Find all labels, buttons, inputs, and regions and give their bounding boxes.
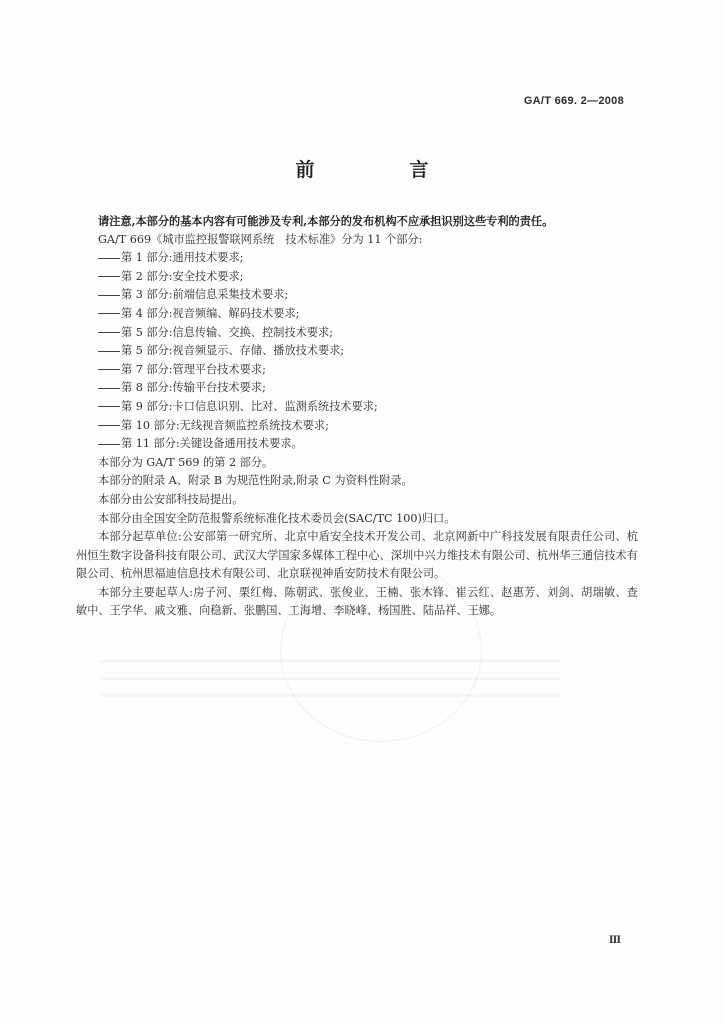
- list-item: 第 1 部分:通用技术要求;: [76, 249, 638, 268]
- patent-notice: 请注意,本部分的基本内容有可能涉及专利,本部分的发布机构不应承担识别这些专利的责任。: [98, 214, 554, 228]
- list-item: 第 5 部分:信息传输、交换、控制技术要求;: [76, 324, 638, 343]
- list-item: 第 11 部分:关键设备通用技术要求。: [76, 435, 638, 454]
- bleed-through-text: [100, 660, 560, 711]
- dash-mark: [98, 332, 120, 333]
- drafting-units: 本部分起草单位:公安部第一研究所、北京中盾安全技术开发公司、北京网新中广科技发展有限责任公司、杭州恒生数字设备科技有限公司、武汉大学国家多媒体工程中心、深圳中兴力维技术有限公司、杭州华三通信技术有限公司、杭州思福迪信息技术有限公司、北京联视神盾安防技术有限公司。: [76, 530, 638, 581]
- dash-mark: [98, 406, 120, 407]
- standard-code: GA/T 669. 2—2008: [523, 95, 624, 107]
- dash-mark: [98, 295, 120, 296]
- page-number: Ⅲ: [608, 935, 621, 946]
- foreword-body: [76, 212, 638, 621]
- committee-statement: 本部分由全国安全防范报警系统标准化技术委员会(SAC/TC 100)归口。: [98, 511, 456, 525]
- dash-mark: [98, 258, 120, 259]
- dash-mark: [98, 388, 120, 389]
- annex-statement: 本部分的附录 A、附录 B 为规范性附录,附录 C 为资料性附录。: [98, 474, 413, 488]
- dash-mark: [98, 369, 120, 370]
- list-item: 第 10 部分:无线视音频监控系统技术要求;: [76, 417, 638, 436]
- series-intro: GA/T 669《城市监控报警联网系统 技术标准》分为 11 个部分:: [98, 232, 423, 246]
- list-item: 第 4 部分:视音频编、解码技术要求;: [76, 305, 638, 324]
- dash-mark: [98, 351, 120, 352]
- list-item: 第 7 部分:管理平台技术要求;: [76, 361, 638, 380]
- proposer-statement: 本部分由公安部科技局提出。: [98, 492, 244, 506]
- dash-mark: [98, 444, 120, 445]
- dash-mark: [98, 313, 120, 314]
- list-item: 第 5 部分:视音频显示、存储、播放技术要求;: [76, 342, 638, 361]
- list-item: 第 3 部分:前端信息采集技术要求;: [76, 286, 638, 305]
- dash-mark: [98, 425, 120, 426]
- part-of-statement: 本部分为 GA/T 569 的第 2 部分。: [98, 455, 274, 469]
- list-item: 第 9 部分:卡口信息识别、比对、监测系统技术要求;: [76, 398, 638, 417]
- parts-list: [76, 249, 638, 454]
- page-title: 前 言: [295, 159, 467, 181]
- list-item: 第 2 部分:安全技术要求;: [76, 268, 638, 287]
- list-item: 第 8 部分:传输平台技术要求;: [76, 379, 638, 398]
- drafters: 本部分主要起草人:房子河、栗红梅、陈朝武、张俊业、王楠、张木锋、崔云红、赵惠芳、刘剑、胡瑞敏、查敏中、王学华、戚文雅、向稳新、张鹏国、工海增、李晓峰、杨国胜、陆品祥、王娜。: [76, 585, 638, 618]
- dash-mark: [98, 276, 120, 277]
